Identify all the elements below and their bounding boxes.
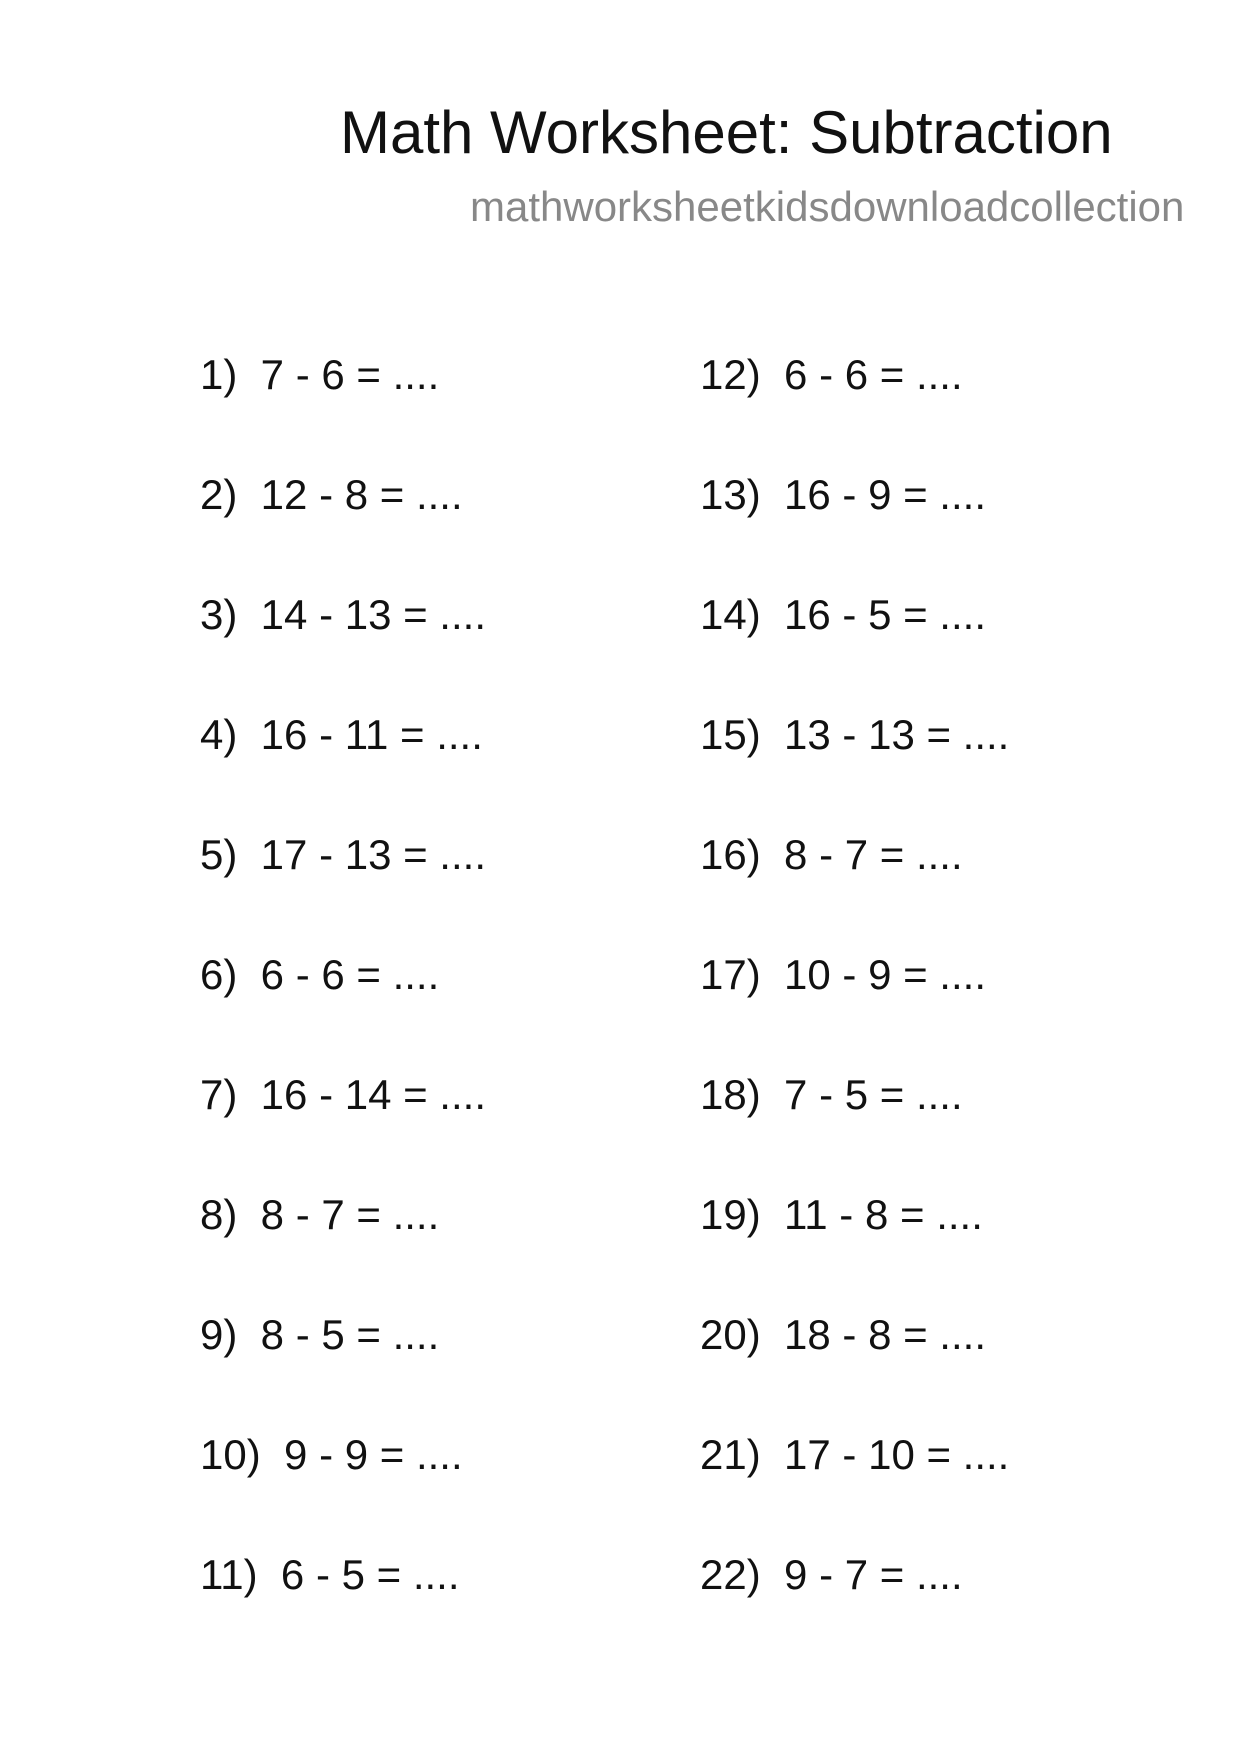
- problem-13: 13) 16 - 9 = ....: [700, 471, 986, 518]
- problem-2: 2) 12 - 8 = ....: [200, 471, 463, 518]
- problem-10: 10) 9 - 9 = ....: [200, 1431, 463, 1478]
- worksheet-title: Math Worksheet: Subtraction: [340, 99, 1113, 166]
- problem-3: 3) 14 - 13 = ....: [200, 591, 486, 638]
- problem-column-left: [200, 350, 486, 1670]
- problem-15: 15) 13 - 13 = ....: [700, 711, 1010, 758]
- problem-18: 18) 7 - 5 = ....: [700, 1071, 963, 1118]
- problem-8: 8) 8 - 7 = ....: [200, 1191, 440, 1238]
- problem-5: 5) 17 - 13 = ....: [200, 831, 486, 878]
- problem-22: 22) 9 - 7 = ....: [700, 1551, 963, 1598]
- problem-1: 1) 7 - 6 = ....: [200, 351, 440, 398]
- problem-12: 12) 6 - 6 = ....: [700, 351, 963, 398]
- problem-21: 21) 17 - 10 = ....: [700, 1431, 1010, 1478]
- worksheet-subtitle: mathworksheetkidsdownloadcollection: [470, 183, 1185, 230]
- problem-11: 11) 6 - 5 = ....: [200, 1551, 460, 1598]
- problem-4: 4) 16 - 11 = ....: [200, 711, 483, 758]
- problem-column-right: [700, 350, 1009, 1670]
- problem-14: 14) 16 - 5 = ....: [700, 591, 986, 638]
- problem-20: 20) 18 - 8 = ....: [700, 1311, 986, 1358]
- problem-17: 17) 10 - 9 = ....: [700, 951, 986, 998]
- problem-16: 16) 8 - 7 = ....: [700, 831, 963, 878]
- problem-6: 6) 6 - 6 = ....: [200, 951, 440, 998]
- problem-9: 9) 8 - 5 = ....: [200, 1311, 440, 1358]
- problem-19: 19) 11 - 8 = ....: [700, 1191, 983, 1238]
- problem-7: 7) 16 - 14 = ....: [200, 1071, 486, 1118]
